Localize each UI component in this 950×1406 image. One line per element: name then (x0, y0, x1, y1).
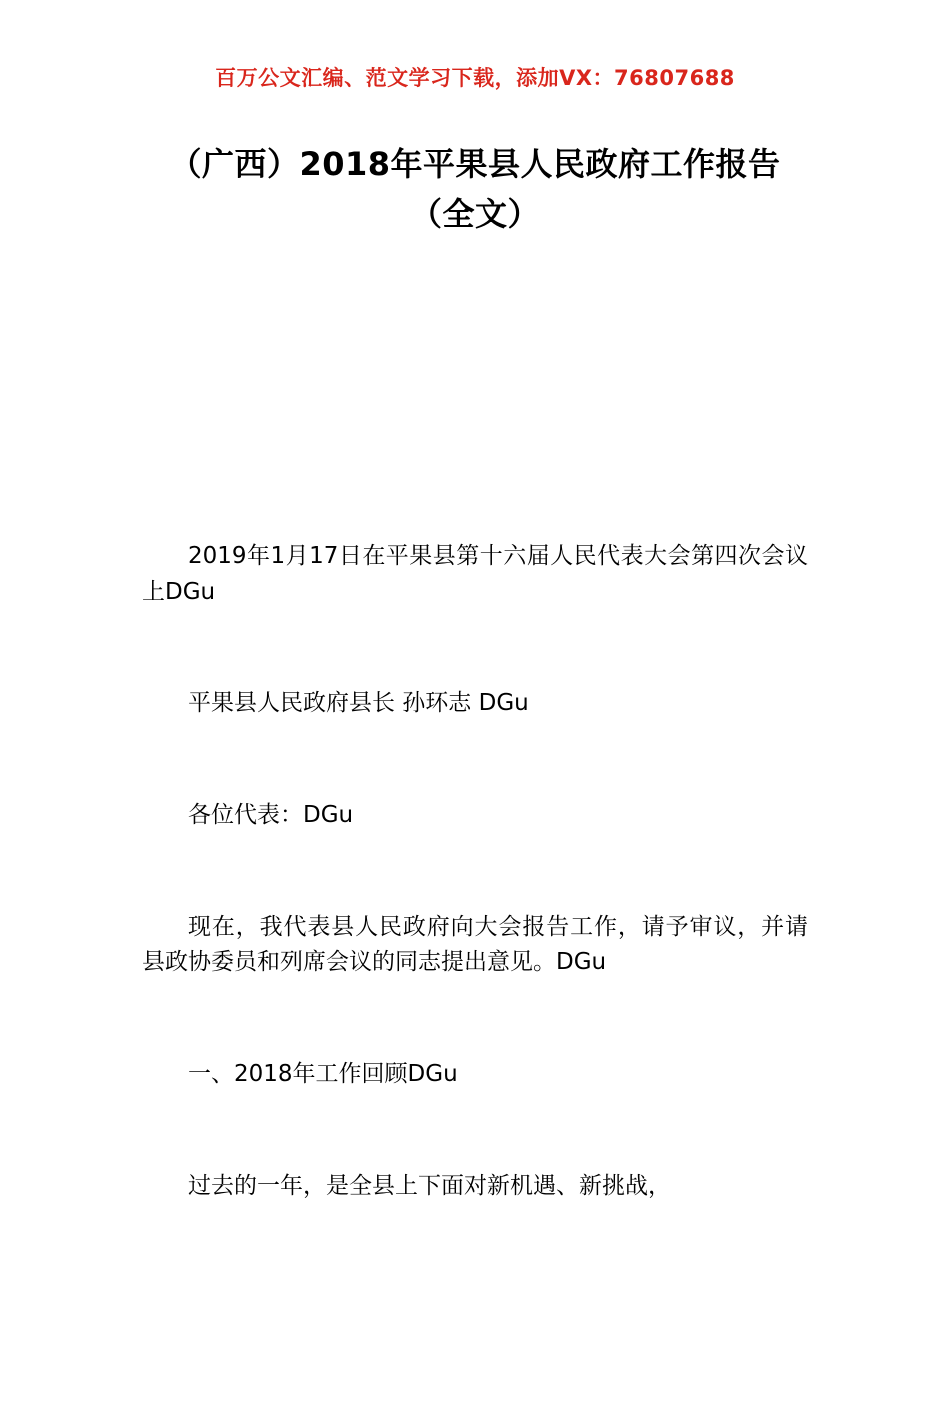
paragraph: 过去的一年，是全县上下面对新机遇、新挑战， (188, 1172, 671, 1199)
document-body (142, 539, 808, 1204)
doc-title-line-1: （广西）2018年平果县人民政府工作报告 (169, 145, 781, 183)
paragraph: 2019年1月17日在平果县第十六届人民代表大会第四次会议上DGu (142, 543, 808, 605)
paragraph: 一、2018年工作回顾DGu (188, 1061, 458, 1088)
paragraph: 各位代表：DGu (188, 802, 354, 829)
paragraph: 现在，我代表县人民政府向大会报告工作，请予审议，并请县政协委员和列席会议的同志提出意见。DGu (142, 913, 808, 976)
watermark-text: 百万公文汇编、范文学习下载，添加VX：76807688 (215, 66, 735, 90)
document-page (0, 62, 950, 1406)
paragraph: 平果县人民政府县长 孙环志 DGu (188, 690, 529, 717)
doc-title-line-2: （全文） (409, 194, 540, 233)
page-title (142, 140, 808, 239)
